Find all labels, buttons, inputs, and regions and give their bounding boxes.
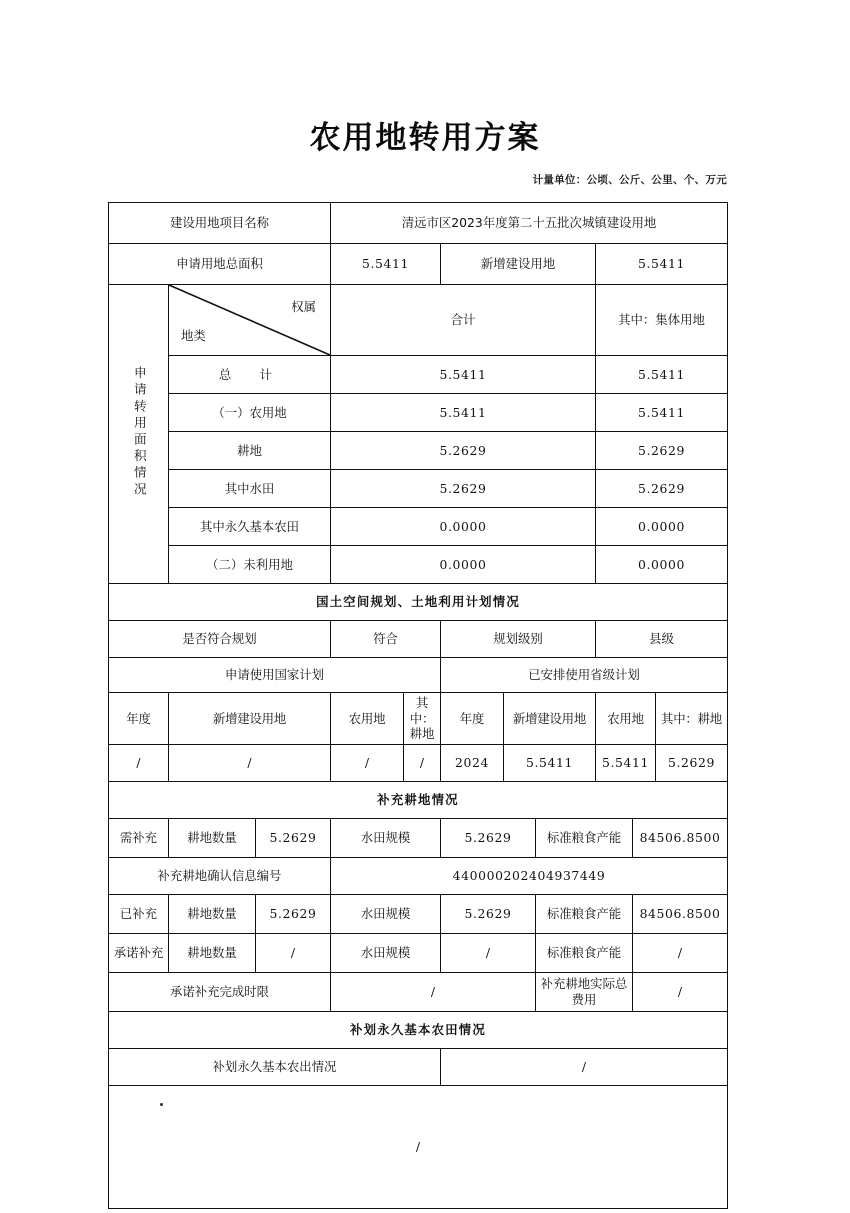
conform-value: 符合	[331, 621, 441, 658]
table-row-plan-subheaders	[109, 693, 728, 745]
area-row-total: 5.5411	[331, 394, 596, 432]
area-row-label: 其中永久基本农田	[169, 508, 331, 546]
diagonal-col-header: 权属	[291, 299, 316, 314]
deadline-label: 承诺补充完成时限	[109, 972, 331, 1011]
conform-label: 是否符合规划	[109, 621, 331, 658]
supplementary-qty-value: 5.2629	[256, 818, 331, 857]
confirm-number-label: 补充耕地确认信息编号	[109, 857, 331, 894]
supplementary-paddy-label: 水田规模	[331, 894, 441, 933]
supplementary-qty-label: 耕地数量	[169, 933, 256, 972]
diagonal-row-header: 地类	[181, 327, 206, 343]
planning-level-label: 规划级别	[441, 621, 596, 658]
area-row-total: 5.2629	[331, 432, 596, 470]
table-row-deadline	[109, 972, 728, 1011]
transfer-area-side-label: 申请转用面积情况	[109, 285, 169, 584]
area-row-label: 其中水田	[169, 470, 331, 508]
supplementary-type: 已补充	[109, 894, 169, 933]
area-row-label: 总 计	[169, 356, 331, 394]
supplementary-capacity-value: 84506.8500	[633, 894, 728, 933]
table-row-area-header	[109, 285, 728, 356]
area-row-label: （二）未利用地	[169, 546, 331, 584]
supplementary-capacity-label: 标准粮食产能	[536, 933, 633, 972]
supplementary-paddy-value: 5.2629	[441, 818, 536, 857]
provincial-plan-year: 2024	[441, 744, 504, 781]
table-row-confirm-number	[109, 857, 728, 894]
national-plan-cultivated: /	[404, 744, 441, 781]
diagonal-line-icon	[169, 285, 330, 355]
actual-cost-label: 补充耕地实际总费用	[536, 972, 633, 1011]
area-row-total: 5.2629	[331, 470, 596, 508]
confirm-number-value: 440000202404937449	[331, 857, 728, 894]
supplementary-paddy-value: /	[441, 933, 536, 972]
plan-subheader-agricultural: 农用地	[331, 693, 404, 745]
national-plan-year: /	[109, 744, 169, 781]
new-construction-value: 5.5411	[596, 244, 728, 285]
table-row-notes	[109, 1085, 728, 1208]
planning-level-value: 县级	[596, 621, 728, 658]
table-row	[109, 394, 728, 432]
supplementary-type: 承诺补充	[109, 933, 169, 972]
table-row	[109, 546, 728, 584]
land-conversion-form-table	[108, 202, 728, 1209]
area-row-label: 耕地	[169, 432, 331, 470]
table-row	[109, 356, 728, 394]
supplementary-type: 需补充	[109, 818, 169, 857]
table-row-basic-farmland	[109, 1048, 728, 1085]
total-area-label: 申请用地总面积	[109, 244, 331, 285]
supplementary-section-title: 补充耕地情况	[109, 781, 728, 818]
area-row-total: 5.5411	[331, 356, 596, 394]
table-row-supplementary	[109, 818, 728, 857]
project-name-label: 建设用地项目名称	[109, 203, 331, 244]
page-title: 农用地转用方案	[309, 120, 541, 156]
total-area-value: 5.5411	[331, 244, 441, 285]
project-name-value: 清远市区2023年度第二十五批次城镇建设用地	[331, 203, 728, 244]
supplementary-capacity-label: 标准粮食产能	[536, 894, 633, 933]
area-row-total: 0.0000	[331, 546, 596, 584]
table-row-planning-title	[109, 584, 728, 621]
supplementary-capacity-label: 标准粮食产能	[536, 818, 633, 857]
area-row-collective: 5.2629	[596, 470, 728, 508]
plan-subheader-cultivated: 其中：耕地	[404, 693, 441, 745]
table-row-project-name	[109, 203, 728, 244]
plan-subheader-new-construction: 新增建设用地	[169, 693, 331, 745]
supplementary-qty-label: 耕地数量	[169, 894, 256, 933]
table-row	[109, 508, 728, 546]
supplementary-qty-label: 耕地数量	[169, 818, 256, 857]
column-header-collective: 其中：集体用地	[596, 285, 728, 356]
area-row-total: 0.0000	[331, 508, 596, 546]
deadline-value: /	[331, 972, 536, 1011]
area-row-collective: 5.2629	[596, 432, 728, 470]
plan-subheader-agricultural: 农用地	[596, 693, 656, 745]
table-row-plan-values	[109, 744, 728, 781]
supplementary-capacity-value: 84506.8500	[633, 818, 728, 857]
national-plan-label: 申请使用国家计划	[109, 658, 441, 693]
plan-subheader-year: 年度	[441, 693, 504, 745]
scan-artifact	[160, 1103, 163, 1106]
area-row-collective: 0.0000	[596, 508, 728, 546]
area-row-collective: 5.5411	[596, 394, 728, 432]
supplementary-qty-value: 5.2629	[256, 894, 331, 933]
national-plan-new-construction: /	[169, 744, 331, 781]
notes-value: /	[109, 1085, 728, 1208]
supplementary-paddy-label: 水田规模	[331, 933, 441, 972]
provincial-plan-new-construction: 5.5411	[504, 744, 596, 781]
supplementary-paddy-value: 5.2629	[441, 894, 536, 933]
area-row-collective: 0.0000	[596, 546, 728, 584]
supplementary-qty-value: /	[256, 933, 331, 972]
table-row	[109, 432, 728, 470]
table-row-basic-farmland-title	[109, 1011, 728, 1048]
provincial-plan-label: 已安排使用省级计划	[441, 658, 728, 693]
provincial-plan-cultivated: 5.2629	[656, 744, 728, 781]
table-row-plan-groups	[109, 658, 728, 693]
plan-subheader-cultivated: 其中：耕地	[656, 693, 728, 745]
table-row-total-area	[109, 244, 728, 285]
plan-subheader-year: 年度	[109, 693, 169, 745]
new-construction-label: 新增建设用地	[441, 244, 596, 285]
table-row-supplementary	[109, 894, 728, 933]
provincial-plan-agricultural: 5.5411	[596, 744, 656, 781]
basic-farmland-section-title: 补划永久基本农田情况	[109, 1011, 728, 1048]
column-header-total: 合计	[331, 285, 596, 356]
actual-cost-value: /	[633, 972, 728, 1011]
plan-subheader-new-construction: 新增建设用地	[504, 693, 596, 745]
basic-farmland-value: /	[441, 1048, 728, 1085]
table-row	[109, 470, 728, 508]
area-row-collective: 5.5411	[596, 356, 728, 394]
national-plan-agricultural: /	[331, 744, 404, 781]
supplementary-capacity-value: /	[633, 933, 728, 972]
table-row-supplementary	[109, 933, 728, 972]
diagonal-header-cell	[169, 285, 331, 356]
measurement-unit-note: 计量单位：公顷、公斤、公里、个、万元	[532, 174, 727, 186]
area-row-label: （一）农用地	[169, 394, 331, 432]
supplementary-paddy-label: 水田规模	[331, 818, 441, 857]
planning-section-title: 国土空间规划、土地利用计划情况	[109, 584, 728, 621]
basic-farmland-label: 补划永久基本农出情况	[109, 1048, 441, 1085]
table-row-planning-conform	[109, 621, 728, 658]
table-row-supplementary-title	[109, 781, 728, 818]
